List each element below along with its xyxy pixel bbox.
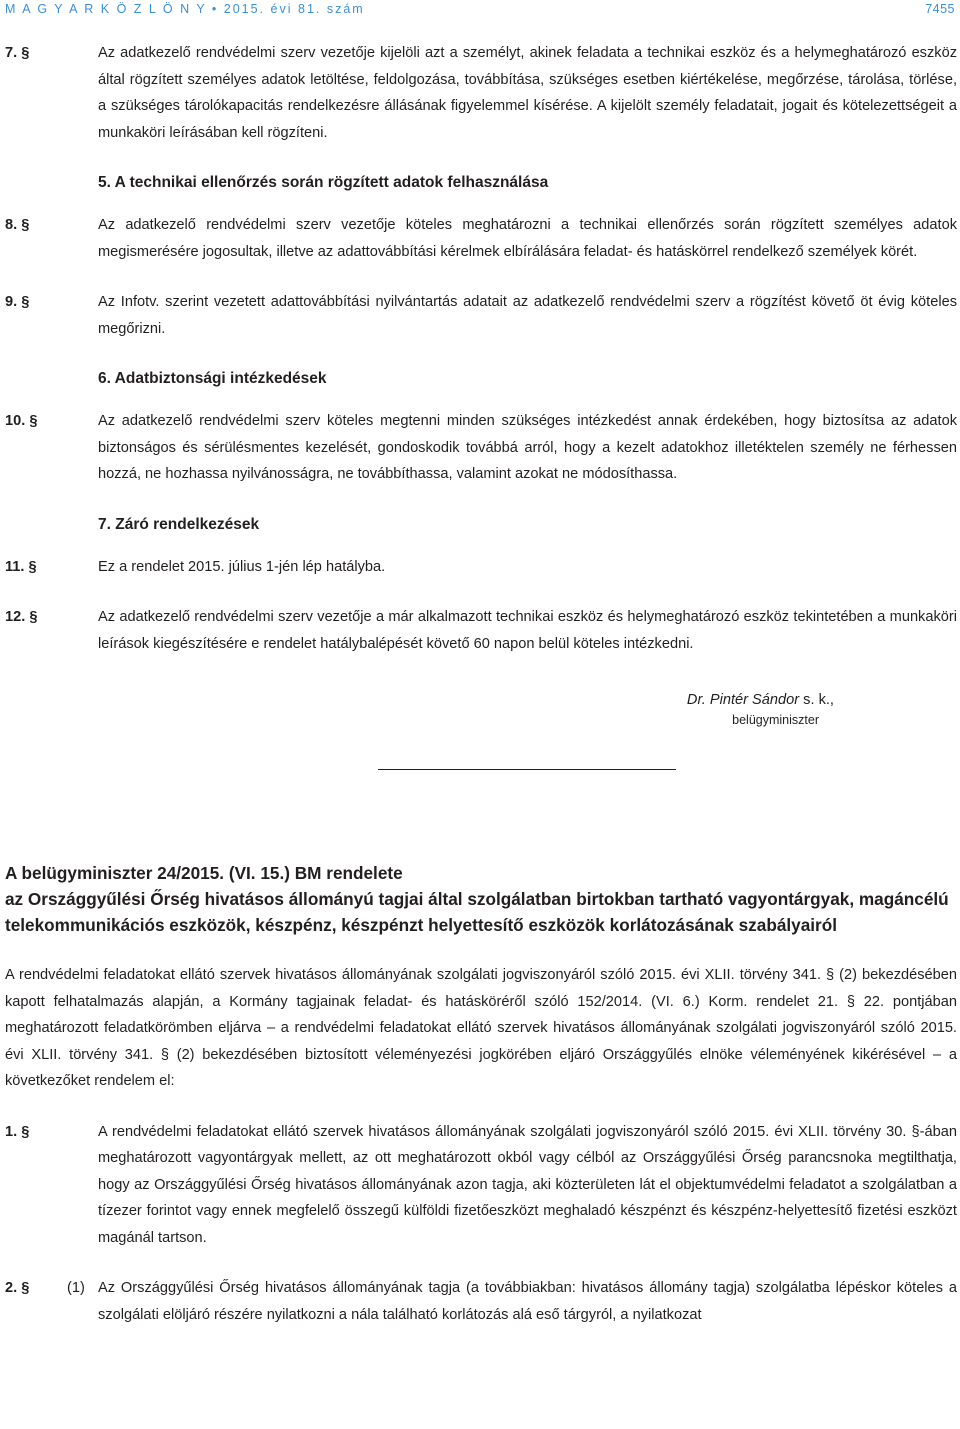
section-number: 2. § bbox=[5, 1280, 30, 1296]
chapter-heading-5: 5. A technikai ellenőrzés során rögzített adatok felhasználása bbox=[98, 174, 549, 191]
section-text: Az Országgyűlési Őrség hivatásos állományának tagja (a továbbiakban: hivatásos állomány tagja) szolgálatba lépéskor köteles a szolgálati elöljáró részére nyilatkozni a nála található korlátozás alá eső tárgyról, a nyilatkozat bbox=[98, 1280, 957, 1323]
decree-preamble bbox=[5, 962, 957, 1095]
section-number: 7. § bbox=[5, 45, 30, 61]
section-text: Az adatkezelő rendvédelmi szerv vezetője kijelöli azt a személyt, akinek feladata a technikai eszköz és a helymeghatározó eszköz által rögzített személyes adatok letöltése, feldolgozása, továbbítása, szükséges esetben kiértékelése, megőrzése, tárolása, törlése, a szükséges tárolókapacitás rendelkezésre állásának figyelemmel kísérése. A kijelölt személy feladatait, jogait és kötelezettségeit a munkaköri leírásában kell rögzíteni. bbox=[98, 45, 957, 141]
section-8 bbox=[5, 212, 957, 265]
page-header bbox=[5, 2, 955, 18]
decree-section-1 bbox=[5, 1119, 957, 1252]
section-text: Az adatkezelő rendvédelmi szerv vezetője a már alkalmazott technikai eszköz és helymeghatározó eszköz tekintetében a munkaköri leírások kiegészítésére e rendelet hatálybalépését követő 60 napon belül köteles intézkedni. bbox=[98, 609, 957, 652]
subsection-number: (1) bbox=[67, 1280, 85, 1296]
signatory-title: belügyminiszter bbox=[732, 713, 819, 727]
section-number: 11. § bbox=[5, 558, 37, 575]
decree-title-line-2: az Országgyűlési Őrség hivatásos állományú tagjai által szolgálatban birtokban tartható vagyontárgyak, magáncélú telekommunikációs eszközök, készpénz, készpénzt helyettesítő eszközök korlátozásának szabályairól bbox=[5, 889, 949, 935]
section-number: 8. § bbox=[5, 217, 30, 233]
signatory-suffix: s. k., bbox=[799, 692, 834, 708]
section-text: Ez a rendelet 2015. július 1-jén lép hatályba. bbox=[98, 558, 386, 575]
signature-block bbox=[5, 689, 957, 711]
section-10 bbox=[5, 408, 957, 488]
section-text: Az Infotv. szerint vezetett adattovábbítási nyilvántartás adatait az adatkezelő rendvédelmi szerv a rögzítést követő öt évig köteles megőrizni. bbox=[98, 294, 957, 337]
section-7 bbox=[5, 40, 957, 146]
section-12 bbox=[5, 604, 957, 657]
decree-section-2 bbox=[5, 1275, 957, 1328]
section-11 bbox=[5, 554, 957, 581]
decree-title-line-1: A belügyminiszter 24/2015. (VI. 15.) BM rendelete bbox=[5, 863, 403, 883]
page-content bbox=[5, 40, 957, 1328]
preamble-text: A rendvédelmi feladatokat ellátó szervek hivatásos állományának szolgálati jogviszonyáról szóló 2015. évi XLII. törvény 341. § (2) bekezdésében kapott felhatalmazás alapján, a Kormány tagjainak feladat- és hatásköréről szóló 152/2014. (VI. 6.) Korm. rendelet 21. § 22. pontjában meghatározott feladatkörömben eljárva – a rendvédelmi feladatokat ellátó szervek hivatásos állományának szolgálati jogviszonyáról szóló 2015. évi XLII. törvény 341. § (2) bekezdésében biztosított véleményezési jogkörében eljáró Országgyűlés elnöke véleményének kikérésével – a következőket rendelem el: bbox=[5, 967, 957, 1089]
page-number: 7455 bbox=[925, 2, 955, 16]
decree-title bbox=[5, 860, 957, 938]
section-number: 1. § bbox=[5, 1123, 30, 1140]
section-number: 9. § bbox=[5, 294, 30, 310]
section-number: 10. § bbox=[5, 413, 38, 429]
section-number: 12. § bbox=[5, 609, 38, 625]
signatory-name: Dr. Pintér Sándor bbox=[686, 692, 800, 708]
section-9 bbox=[5, 289, 957, 342]
section-text: Az adatkezelő rendvédelmi szerv vezetője köteles meghatározni a technikai ellenőrzés során rögzített személyes adatok megismerésére jogosultak, illetve az adattovábbítási kérelmek elbírálására feladat- és hatáskörrel rendelkező személyek körét. bbox=[98, 217, 957, 260]
section-text: A rendvédelmi feladatokat ellátó szervek hivatásos állományának szolgálati jogviszonyáról szóló 2015. évi XLII. törvény 30. §-ában meghatározott vagyontárgyak mellett, az ott meghatározott okból vagy célból az Országgyűlési Őrség parancsnoka megtilthatja, hogy az Országgyűlési Őrség hivatásos állományának azon tagja, aki közterületen lát el objektumvédelmi feladatot a szolgálatban a tízezer forintot vagy ennek megfelelő összegű külföldi fizetőeszközt meghaladó készpénzt és készpénz-helyettesítő fizetési eszközt magánál tartson. bbox=[98, 1123, 957, 1246]
chapter-heading-7: 7. Záró rendelkezések bbox=[98, 515, 260, 533]
section-text: Az adatkezelő rendvédelmi szerv köteles megtenni minden szükséges intézkedést annak érdekében, hogy biztosítsa az adatok biztonságos és sérülésmentes kezelését, gondoskodik továbbá arról, hogy a kezelt adatokhoz illetéktelen személy ne férhessen hozzá, ne hozhassa nyilvánosságra, ne továbbíthassa, valamint azokat ne módosíthassa. bbox=[98, 413, 957, 482]
journal-title: M A G Y A R K Ö Z L Ö N Y • 2015. évi 81. szám bbox=[5, 2, 365, 16]
chapter-heading-6: 6. Adatbiztonsági intézkedések bbox=[98, 370, 327, 387]
